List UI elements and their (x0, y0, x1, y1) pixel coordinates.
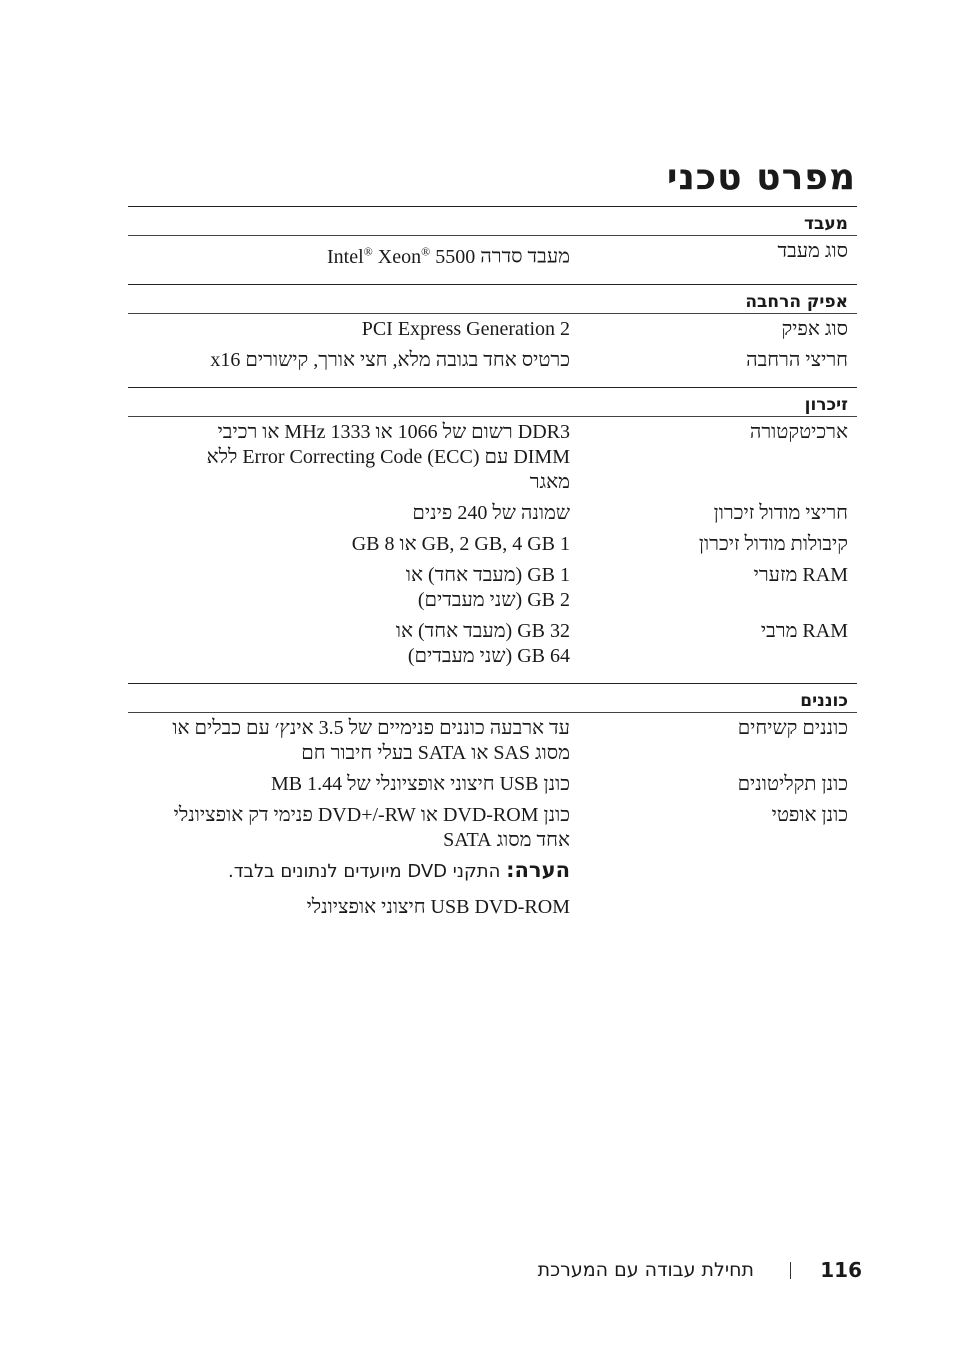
spec-row (128, 501, 857, 526)
spec-value-line: אחד מסוג SATA (443, 828, 570, 851)
note-label: הערה: (506, 857, 570, 882)
spec-label: RAM מזערי (753, 563, 848, 586)
spec-label: סוג אפיק (781, 317, 848, 340)
spec-row (128, 716, 857, 766)
spec-value-line: שמונה של 240 פינים (412, 501, 570, 524)
spec-label: כונן אופטי (771, 803, 848, 826)
section-title: כוננים (128, 684, 857, 713)
section-expansion-bus (128, 284, 857, 387)
section-memory (128, 387, 857, 683)
section-title: אפיק הרחבה (128, 285, 857, 314)
spec-value-line: מסוג SAS או SATA בעלי חיבור חם (301, 741, 570, 764)
spec-value (128, 317, 570, 342)
spec-row (128, 563, 857, 613)
section-title: מעבד (128, 207, 857, 236)
spec-label: חריצי מודול זיכרון (713, 501, 848, 524)
spec-value-line: DDR3 רשום של 1066 או 1333 MHz או רכיבי (217, 420, 570, 443)
spec-value-line: כונן USB חיצוני אופציונלי של 1.44 MB (270, 772, 570, 795)
section-rows (128, 417, 857, 683)
spec-value (128, 420, 570, 495)
spec-value-line: 1 GB, 2 GB, 4 GB או 8 GB (351, 532, 570, 555)
spec-row (128, 772, 857, 797)
note (128, 857, 570, 885)
spec-row (128, 239, 857, 270)
spec-value (128, 501, 570, 526)
section-drives (128, 683, 857, 934)
section-title: זיכרון (128, 388, 857, 417)
spec-label: כונן תקליטונים (737, 772, 848, 795)
spec-value-line: 64 GB (שני מעבדים) (407, 644, 570, 667)
spec-row (128, 317, 857, 342)
section-processor (128, 206, 857, 284)
spec-label: חריצי הרחבה (746, 348, 848, 371)
spec-label: RAM מרבי (760, 619, 848, 642)
spec-value-line: כונן DVD-ROM או DVD+/-RW פנימי דק אופציונלי (173, 803, 570, 826)
spec-label: סוג מעבד (777, 240, 848, 262)
spec-value-extra: USB DVD-ROM חיצוני אופציונלי (306, 895, 570, 918)
spec-value (128, 563, 570, 613)
spec-row (128, 420, 857, 495)
spec-value-line: מאגר (529, 470, 570, 493)
page-number: 116 (820, 1258, 862, 1282)
footer-text: תחילת עבודה עם המערכת (537, 1259, 754, 1281)
footer-divider (790, 1262, 791, 1279)
spec-value-line: עד ארבעה כוננים פנימיים של 3.5 אינץ׳ עם כבלים או (172, 716, 570, 739)
spec-row (128, 803, 857, 920)
spec-value-line: 32 GB (מעבד אחד) או (395, 619, 570, 642)
spec-value-line: כרטיס אחד בגובה מלא, חצי אורך, קישורים x16 (210, 348, 570, 371)
spec-value (128, 239, 570, 270)
note-text: התקני DVD מיועדים לנתונים בלבד. (228, 860, 501, 882)
spec-value-line: 1 GB (מעבד אחד) או (405, 563, 570, 586)
spec-value-line: DIMM עם Error Correcting Code (ECC) ללא (206, 445, 570, 468)
spec-value (128, 716, 570, 766)
spec-value (128, 772, 570, 797)
spec-row (128, 619, 857, 669)
section-rows (128, 236, 857, 284)
spec-label: ארכיטקטורה (749, 420, 848, 443)
spec-value (128, 619, 570, 669)
spec-table (128, 206, 857, 934)
spec-value-line: PCI Express Generation 2 (361, 317, 570, 340)
spec-value-line: מעבד סדרה Intel® Xeon® 5500 (327, 244, 570, 268)
page-footer (0, 1255, 954, 1285)
spec-row (128, 532, 857, 557)
spec-value (128, 348, 570, 373)
page-title: מפרט טכני (666, 157, 856, 198)
section-rows (128, 713, 857, 934)
spec-row (128, 348, 857, 373)
spec-value-line: 2 GB (שני מעבדים) (417, 588, 570, 611)
spec-label: כוננים קשיחים (737, 716, 848, 739)
spec-label: קיבולות מודול זיכרון (698, 532, 848, 555)
section-rows (128, 314, 857, 387)
spec-value (128, 803, 570, 920)
spec-value (128, 532, 570, 557)
